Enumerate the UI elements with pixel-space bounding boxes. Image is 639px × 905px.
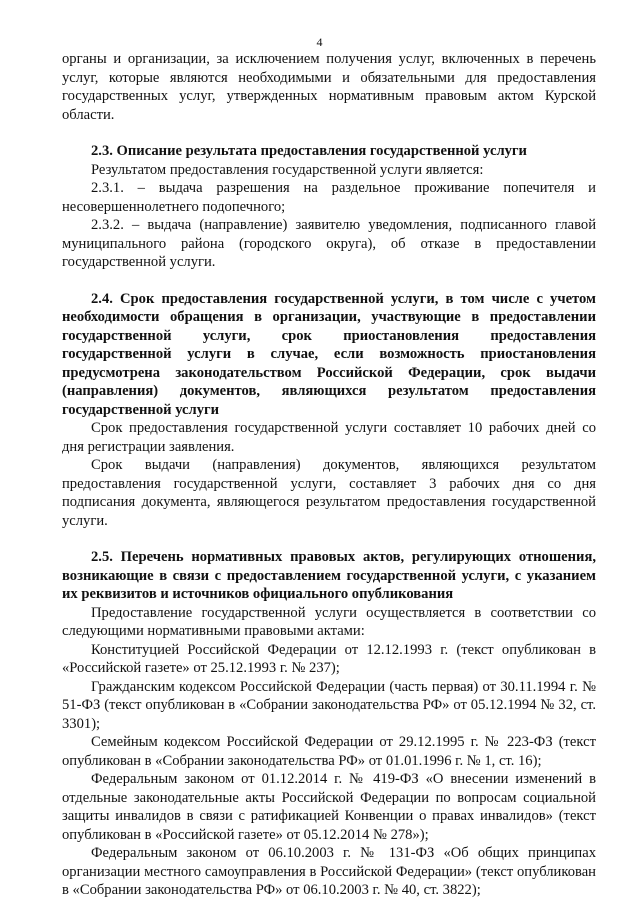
section-paragraph: Срок выдачи (направления) документов, являющихся результатом предоставления государственной услуги, составляет 3 рабочих дня со дня подписания документа, являющегося результатом предоставления государственной услуги. (62, 457, 596, 529)
section-paragraph: Семейным кодексом Российской Федерации от 29.12.1995 г. № 223-ФЗ (текст опубликован в «Собрании законодательства РФ» от 01.01.1996 г. № 1, ст. 16); (62, 734, 596, 769)
section-paragraph: Результатом предоставления государственной услуги является: (91, 161, 484, 178)
section-2-4 (62, 290, 596, 531)
page-number: 4 (316, 35, 323, 49)
section-paragraph: Предоставление государственной услуги осуществляется в соответствии со следующими нормативными правовыми актами: (62, 604, 596, 639)
document-body (62, 50, 596, 900)
section-paragraph: Федеральным законом от 01.12.2014 г. № 419-ФЗ «О внесении изменений в отдельные законодательные акты Российской Федерации по вопросам социальной защиты инвалидов в связи с ратификацией Конвенции о правах инвалидов» (текст опубликован в «Российской газете» от 05.12.2014 № 278»); (62, 771, 596, 843)
section-2-3 (62, 142, 596, 272)
section-paragraph: Гражданским кодексом Российской Федерации (часть первая) от 30.11.1994 г. № 51-ФЗ (текст опубликован в «Собрании законодательства РФ» от 05.12.1994 № 32, ст. 3301); (62, 678, 596, 732)
section-paragraph: 2.3.2. – выдача (направление) заявителю уведомления, подписанного главой муниципального района (городского округа), об отказе в предоставлении государственной услуги. (62, 217, 596, 270)
section-paragraph: 2.3.1. – выдача разрешения на раздельное проживание попечителя и несовершеннолетнего подопечного; (62, 180, 596, 215)
section-heading: 2.4. Срок предоставления государственной услуги, в том числе с учетом необходимости обращения в организации, участвующие в предоставлении государственной услуги, срок приостановления предоставления государственной услуги в случае, если возможность приостановления предусмотрена законодательством Российской Федерации, срок выдачи (направления) документов, являющихся результатом предоставления государственной услуги (62, 290, 596, 418)
section-paragraph: Федеральным законом от 06.10.2003 г. № 131-ФЗ «Об общих принципах организации местного самоуправления в Российской Федерации» (текст опубликован в «Собрании законодательства РФ» от 06.10.2003 г. № 40, ст. 3822); (62, 845, 596, 898)
section-heading: 2.3. Описание результата предоставления государственной услуги (91, 143, 527, 159)
intro-paragraph: органы и организации, за исключением получения услуг, включенных в перечень услуг, которые являются необходимыми и обязательными для предоставления государственных услуг, утвержденных нормативным правовым актом Курской области. (62, 51, 596, 123)
section-2-5 (62, 548, 596, 900)
section-paragraph: Срок предоставления государственной услуги составляет 10 рабочих дней со дня регистрации заявления. (62, 420, 596, 455)
section-paragraph: Конституцией Российской Федерации от 12.12.1993 г. (текст опубликован в «Российской газете» от 25.12.1993 г. № 237); (62, 641, 596, 676)
section-heading: 2.5. Перечень нормативных правовых актов, регулирующих отношения, возникающие в связи с предоставлением государственной услуги, с указанием их реквизитов и источников официального опубликования (62, 549, 596, 602)
